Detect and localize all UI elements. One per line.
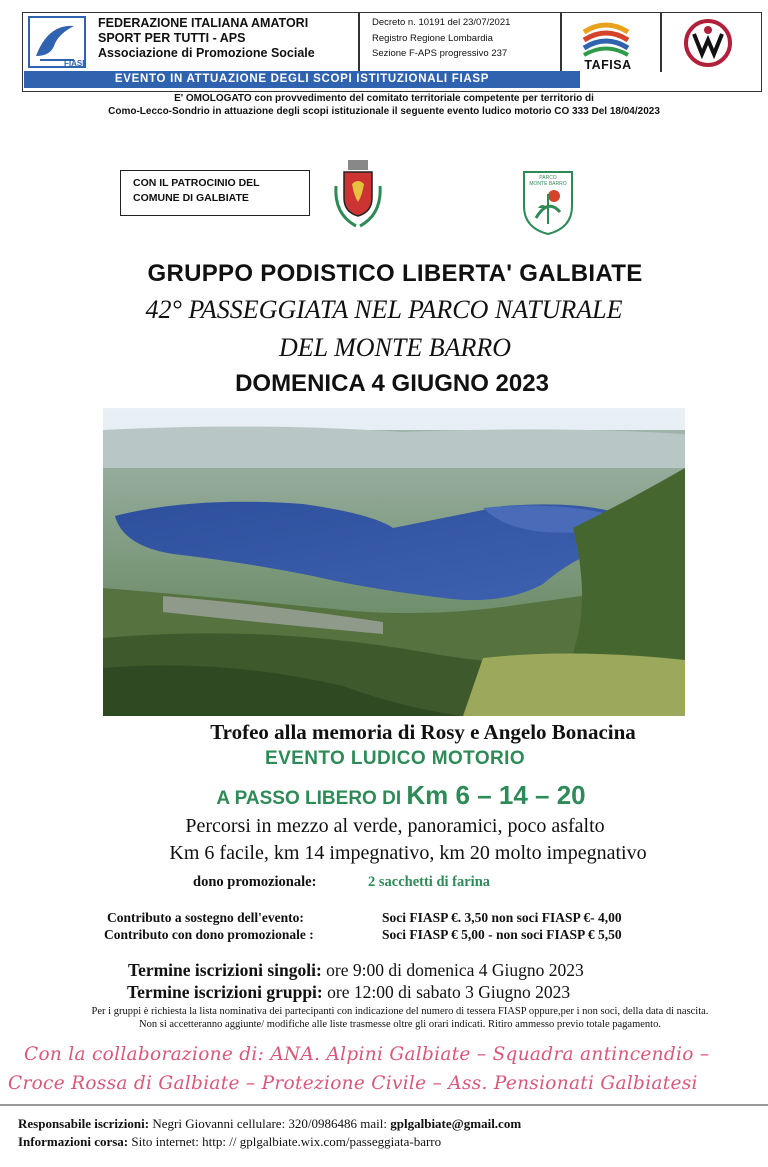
header-divider: [560, 12, 562, 72]
decree-line1: Decreto n. 10191 del 23/07/2021: [372, 17, 511, 28]
footer-divider: [0, 1104, 768, 1106]
evento-type: EVENTO LUDICO MOTORIO: [265, 748, 525, 769]
termine-label: Termine iscrizioni gruppi:: [127, 982, 323, 1002]
parco-logo-line1: PARCO: [539, 175, 557, 181]
passo-km: Km 6 – 14 – 20: [406, 780, 586, 810]
fiasp-banner: EVENTO IN ATTUAZIONE DEGLI SCOPI ISTITUZIONALI FIASP: [24, 71, 580, 88]
termine-gruppi: [127, 982, 570, 1003]
place-title: DEL MONTE BARRO: [278, 333, 512, 362]
difficulty-line: Km 6 facile, km 14 impegnativo, km 20 molto impegnativo: [169, 842, 647, 864]
omologato-line1: E' OMOLOGATO con provvedimento del comitato territoriale competente per territorio di: [174, 93, 594, 104]
header-divider: [358, 12, 360, 72]
resp-value: Negri Giovanni cellulare: 320/0986486 mail:: [149, 1116, 391, 1131]
parco-monte-barro-logo: [520, 168, 576, 238]
info-label: Informazioni corsa:: [18, 1134, 129, 1149]
patrocinio-line2: COMUNE DI GALBIATE: [133, 192, 249, 204]
org-name: [98, 16, 315, 61]
omologato-text: [0, 92, 768, 118]
decree-line2: Registro Regione Lombardia: [372, 32, 493, 44]
trofeo-line: Trofeo alla memoria di Rosy e Angelo Bonacina: [210, 720, 636, 744]
patrocinio-line1: CON IL PATROCINIO DEL: [133, 177, 260, 189]
org-line3: Associazione di Promozione Sociale: [98, 46, 315, 60]
collaborazione-line2: Croce Rossa di Galbiate – Protezione Civile – Ass. Pensionati Galbiatesi: [8, 1073, 698, 1094]
decree-info: [372, 15, 510, 62]
note-line2: Non si accetteranno aggiunte/ modifiche alle liste trasmesse oltre gli orari indicati. Ritiro ammesso previo totale pagamento.: [139, 1018, 661, 1030]
date-title: DOMENICA 4 GIUGNO 2023: [235, 370, 549, 397]
note-line1: Per i gruppi è richiesta la lista nominativa dei partecipanti con indicazione del numero di tessera FIASP oppure,per i non soci, della data di nascita.: [91, 1006, 709, 1017]
contributo-value: Soci FIASP €. 3,50 non soci FIASP €- 4,00: [382, 910, 622, 925]
galbiate-crest: [328, 158, 388, 232]
percorsi-line: Percorsi in mezzo al verde, panoramici, poco asfalto: [185, 815, 605, 837]
termine-singoli: [128, 960, 584, 981]
resp-label: Responsabile iscrizioni:: [18, 1116, 150, 1131]
contributo-label: Contributo con dono promozionale :: [104, 927, 314, 942]
dono-label: dono promozionale:: [193, 874, 317, 890]
responsabile-line: [18, 1116, 521, 1132]
fiasp-logo-text: FIASP: [64, 59, 86, 68]
ivv-logo: [676, 18, 740, 68]
info-value[interactable]: Sito internet: http: // gplgalbiate.wix.com/passeggiata-barro: [128, 1134, 442, 1149]
passo-libero: [0, 780, 768, 811]
patrocinio-box: [120, 170, 310, 216]
tafisa-label: TAFISA: [584, 58, 632, 72]
header-divider: [660, 12, 662, 72]
dono-value: 2 sacchetti di farina: [368, 874, 491, 890]
org-line1: FEDERAZIONE ITALIANA AMATORI: [98, 16, 309, 30]
parco-logo-line2: MONTE BARRO: [529, 181, 567, 187]
resp-mail[interactable]: gplgalbiate@gmail.com: [390, 1116, 522, 1131]
decree-line3: Sezione F-APS progressivo 237: [372, 48, 508, 59]
termine-value: ore 12:00 di sabato 3 Giugno 2023: [322, 982, 571, 1002]
org-line2: SPORT PER TUTTI - APS: [98, 31, 246, 45]
termine-value: ore 9:00 di domenica 4 Giugno 2023: [321, 960, 584, 980]
collaborazione-line1: Con la collaborazione di: ANA. Alpini Galbiate – Squadra antincendio –: [24, 1044, 710, 1065]
informazioni-line: [18, 1134, 441, 1150]
contributo-label: Contributo a sostegno dell'evento:: [107, 910, 304, 925]
omologato-line2: Como-Lecco-Sondrio in attuazione degli scopi istituzionale il seguente evento ludico motorio CO 333 Del 18/04/2023: [108, 106, 660, 117]
group-title: GRUPPO PODISTICO LIBERTA' GALBIATE: [147, 260, 643, 287]
passo-prefix: A PASSO LIBERO DI: [216, 788, 407, 809]
lake-landscape-photo: [103, 408, 685, 716]
fiasp-logo: [28, 16, 86, 68]
contributo-value: Soci FIASP € 5,00 - non soci FIASP € 5,50: [382, 927, 622, 942]
group-note: [0, 1006, 768, 1031]
walk-title: 42° PASSEGGIATA NEL PARCO NATURALE: [145, 295, 623, 324]
termine-label: Termine iscrizioni singoli:: [128, 960, 322, 980]
